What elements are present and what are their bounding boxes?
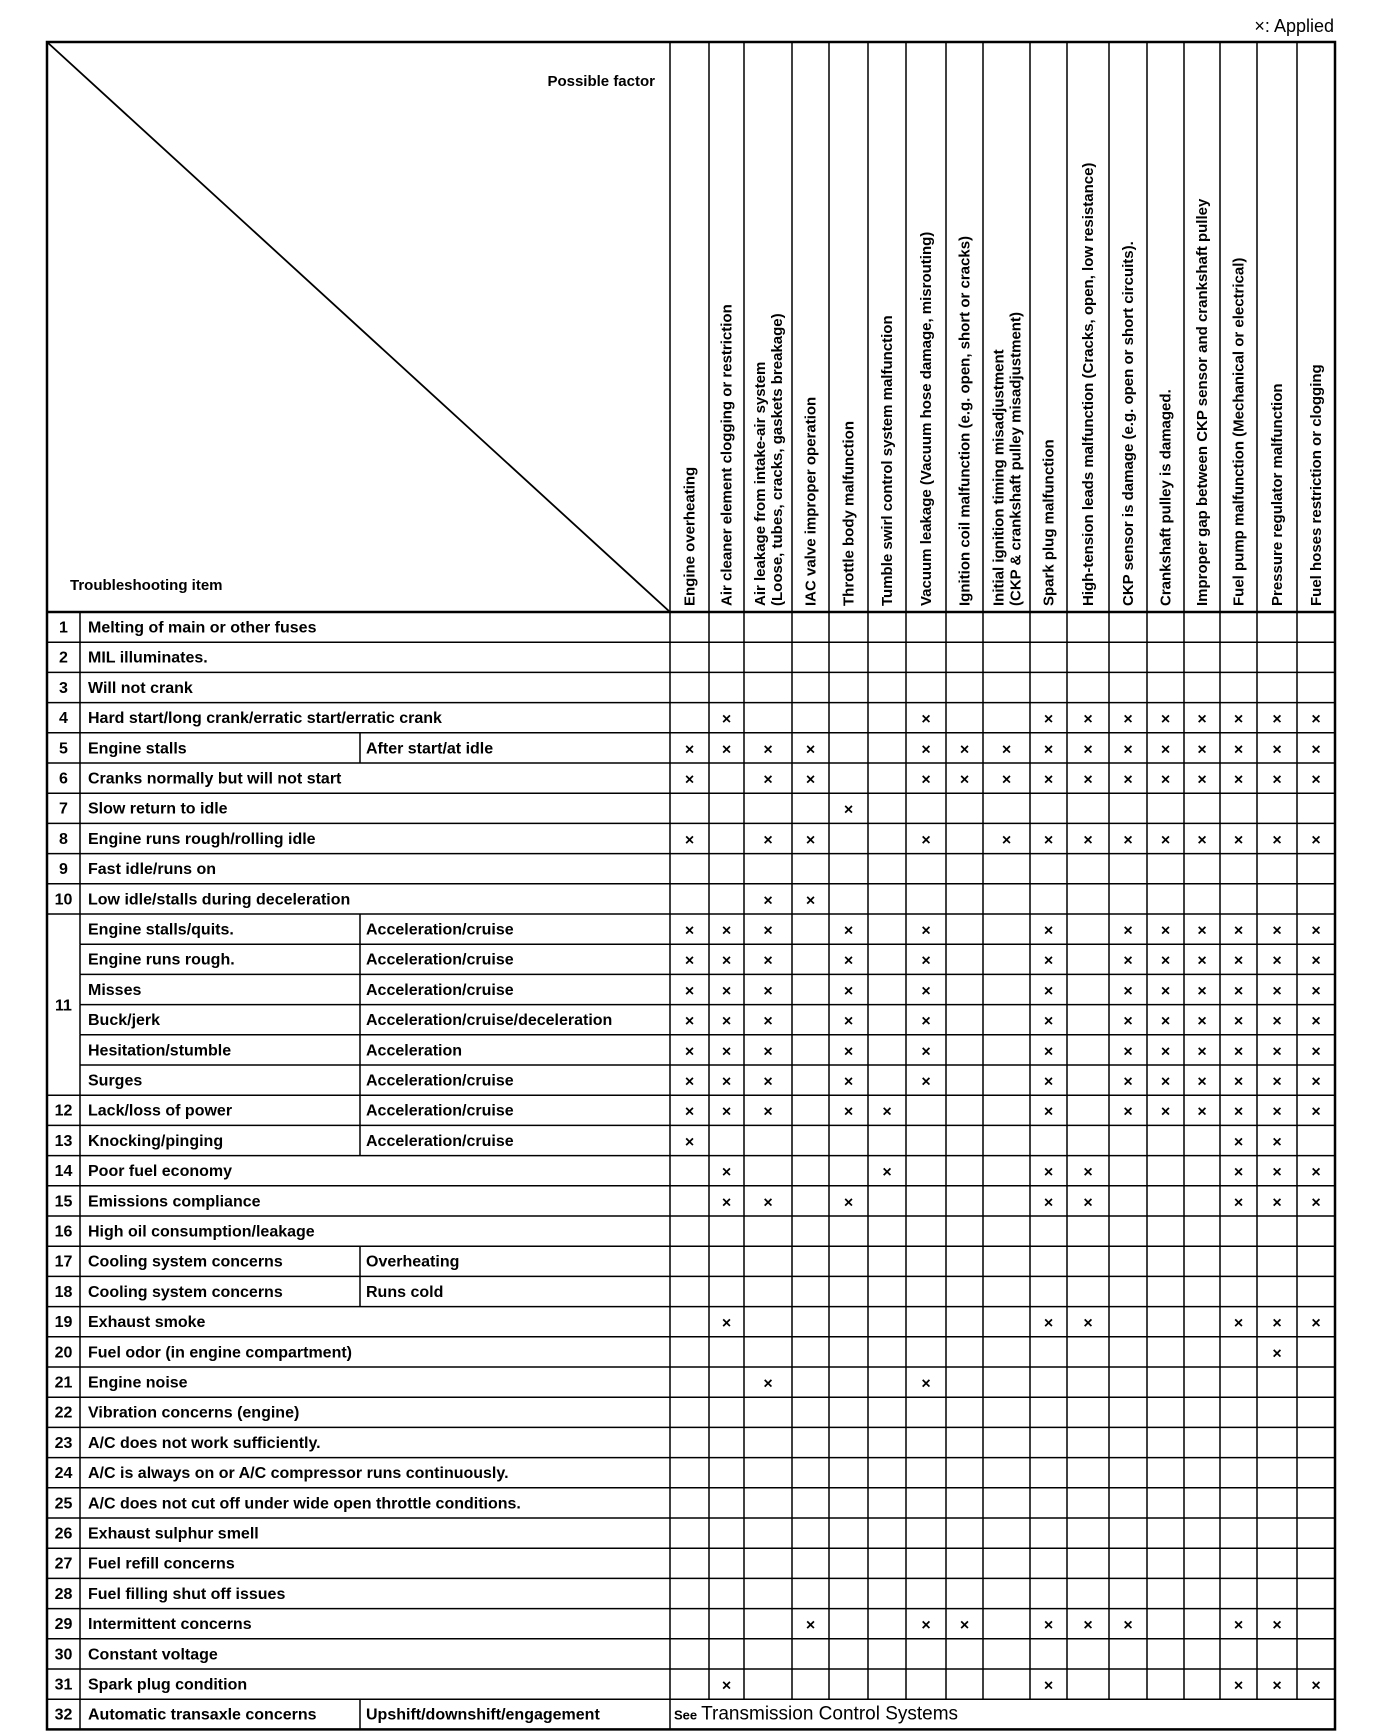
factor-header <box>1158 389 1175 606</box>
applied-mark: × <box>921 1375 931 1393</box>
applied-mark: × <box>1233 831 1244 849</box>
condition-label: Acceleration <box>366 1042 463 1060</box>
row-number: 19 <box>54 1314 73 1332</box>
applied-mark: × <box>1043 1194 1054 1212</box>
applied-mark: × <box>684 952 695 970</box>
factor-header <box>1308 364 1325 606</box>
troubleshooting-item: Emissions compliance <box>88 1193 261 1211</box>
applied-mark: × <box>1043 1617 1054 1635</box>
applied-mark: × <box>805 1617 816 1635</box>
troubleshooting-item: A/C does not work sufficiently. <box>88 1434 321 1452</box>
applied-mark: × <box>684 1073 695 1091</box>
row-number: 3 <box>59 679 68 697</box>
applied-mark: × <box>1233 711 1244 729</box>
applied-mark: × <box>882 1103 892 1121</box>
applied-mark: × <box>1197 741 1207 759</box>
troubleshooting-item: Fuel filling shut off issues <box>88 1585 286 1603</box>
applied-mark: × <box>763 952 773 970</box>
applied-mark: × <box>1123 1013 1133 1031</box>
applied-mark: × <box>1197 982 1207 1000</box>
applied-mark: × <box>843 1194 854 1212</box>
applied-mark: × <box>1043 1013 1054 1031</box>
applied-mark: × <box>721 1013 732 1031</box>
factor-header-label: Air cleaner element clogging or restriction <box>718 304 736 606</box>
applied-mark: × <box>1311 1073 1321 1091</box>
factor-header-label: Engine overheating <box>681 466 699 606</box>
applied-mark: × <box>1197 831 1207 849</box>
applied-mark: × <box>843 801 854 819</box>
applied-mark: × <box>1123 831 1133 849</box>
row-number: 10 <box>54 891 73 909</box>
troubleshooting-item: Fuel refill concerns <box>88 1555 235 1573</box>
applied-mark: × <box>1123 1043 1133 1061</box>
applied-mark: × <box>1272 1617 1282 1635</box>
condition-label: Acceleration/cruise <box>366 1072 514 1090</box>
applied-mark: × <box>684 922 695 940</box>
factor-header <box>1080 163 1097 606</box>
applied-mark: × <box>1043 1103 1054 1121</box>
factor-header-label: Crankshaft pulley is damaged. <box>1157 389 1175 606</box>
applied-mark: × <box>1123 982 1133 1000</box>
applied-mark: × <box>684 1043 695 1061</box>
row-number: 16 <box>54 1223 73 1241</box>
applied-mark: × <box>1043 831 1054 849</box>
row-number: 8 <box>59 830 68 848</box>
troubleshooting-item: Engine runs rough. <box>88 951 235 969</box>
applied-mark: × <box>721 1043 732 1061</box>
applied-mark: × <box>1123 1617 1133 1635</box>
applied-mark: × <box>921 1617 931 1635</box>
applied-mark: × <box>805 771 816 789</box>
applied-mark: × <box>1272 1194 1282 1212</box>
applied-mark: × <box>1043 1677 1054 1695</box>
applied-mark: × <box>763 892 773 910</box>
factor-header <box>1041 439 1058 606</box>
troubleshooting-item: Engine stalls <box>88 740 187 758</box>
applied-mark: × <box>1311 982 1321 1000</box>
row-number: 24 <box>54 1465 73 1483</box>
condition-label: Acceleration/cruise <box>366 951 514 969</box>
row-number: 6 <box>59 770 68 788</box>
applied-mark: × <box>1083 771 1093 789</box>
factor-header <box>957 236 974 606</box>
applied-mark: × <box>1233 1133 1244 1151</box>
factor-header-label: Throttle body malfunction <box>840 421 858 606</box>
row-number: 20 <box>54 1344 73 1362</box>
applied-mark: × <box>1233 1677 1244 1695</box>
applied-mark: × <box>1272 1315 1282 1333</box>
factor-header-label: CKP sensor is damage (e.g. open or short circuits). <box>1120 241 1137 606</box>
applied-mark: × <box>1272 1133 1282 1151</box>
applied-mark: × <box>1160 1103 1171 1121</box>
applied-mark: × <box>1233 1073 1244 1091</box>
troubleshooting-item: Cooling system concerns <box>88 1253 283 1271</box>
row-number: 1 <box>59 619 68 637</box>
applied-mark: × <box>1311 1164 1321 1182</box>
applied-mark: × <box>1083 1315 1093 1333</box>
row-number: 23 <box>54 1434 73 1452</box>
applied-mark: × <box>843 1043 854 1061</box>
applied-mark: × <box>1160 831 1171 849</box>
troubleshooting-item: Misses <box>88 981 142 999</box>
troubleshooting-item: Will not crank <box>88 679 193 697</box>
applied-mark: × <box>959 1617 970 1635</box>
troubleshooting-item: A/C does not cut off under wide open throttle conditions. <box>88 1495 521 1513</box>
applied-mark: × <box>1272 1164 1282 1182</box>
applied-mark: × <box>1160 1073 1171 1091</box>
applied-mark: × <box>763 771 773 789</box>
troubleshooting-item: Constant voltage <box>88 1646 218 1664</box>
applied-mark: × <box>1233 1043 1244 1061</box>
applied-mark: × <box>684 1013 695 1031</box>
applied-mark: × <box>1233 922 1244 940</box>
applied-mark: × <box>1043 952 1054 970</box>
troubleshooting-item: Engine noise <box>88 1374 188 1392</box>
applied-mark: × <box>1311 1013 1321 1031</box>
factor-header-label: Spark plug malfunction <box>1040 439 1058 606</box>
row-number: 7 <box>59 800 68 818</box>
applied-mark: × <box>921 952 931 970</box>
troubleshooting-item: Surges <box>88 1072 143 1090</box>
applied-mark: × <box>921 771 931 789</box>
applied-mark: × <box>1001 741 1012 759</box>
condition-label: Overheating <box>366 1253 460 1271</box>
troubleshooting-item: High oil consumption/leakage <box>88 1223 315 1241</box>
see-reference: See Transmission Control Systems <box>674 1703 959 1725</box>
applied-mark: × <box>1160 771 1171 789</box>
corner-diagonal <box>47 42 670 612</box>
applied-mark: × <box>763 1073 773 1091</box>
applied-mark: × <box>1160 1043 1171 1061</box>
applied-mark: × <box>1311 1315 1321 1333</box>
applied-mark: × <box>1043 1073 1054 1091</box>
applied-mark: × <box>1272 982 1282 1000</box>
applied-mark: × <box>1233 771 1244 789</box>
applied-mark: × <box>1043 1315 1054 1333</box>
applied-mark: × <box>1043 1164 1054 1182</box>
applied-mark: × <box>684 982 695 1000</box>
applied-mark: × <box>959 741 970 759</box>
applied-mark: × <box>1272 831 1282 849</box>
row-number: 22 <box>54 1404 73 1422</box>
applied-mark: × <box>1123 1103 1133 1121</box>
applied-mark: × <box>721 1073 732 1091</box>
troubleshooting-item: Hard start/long crank/erratic start/erratic crank <box>88 710 442 728</box>
applied-mark: × <box>721 982 732 1000</box>
applied-mark: × <box>1043 741 1054 759</box>
factor-header <box>879 315 896 606</box>
row-number: 29 <box>54 1616 73 1634</box>
applied-mark: × <box>1083 1164 1093 1182</box>
applied-mark: × <box>721 711 732 729</box>
factor-header-label: Tumble swirl control system malfunction <box>879 315 896 606</box>
applied-mark: × <box>1233 741 1244 759</box>
troubleshooting-item: Knocking/pinging <box>88 1132 224 1150</box>
factor-header-label: High-tension leads malfunction (Cracks, open, low resistance) <box>1080 162 1097 606</box>
troubleshooting-item: A/C is always on or A/C compressor runs continuously. <box>88 1465 509 1483</box>
condition-label: Acceleration/cruise <box>366 981 514 999</box>
applied-mark: × <box>921 711 931 729</box>
troubleshooting-item: Exhaust sulphur smell <box>88 1525 259 1543</box>
applied-mark: × <box>1272 771 1282 789</box>
troubleshooting-item: Fuel odor (in engine compartment) <box>88 1344 353 1362</box>
applied-mark: × <box>1160 1013 1171 1031</box>
applied-mark: × <box>721 1677 732 1695</box>
applied-mark: × <box>1311 771 1321 789</box>
row-number: 2 <box>59 649 68 667</box>
factor-header <box>1194 198 1211 606</box>
applied-mark: × <box>721 952 732 970</box>
row-number: 21 <box>54 1374 73 1392</box>
applied-mark: × <box>1001 831 1012 849</box>
troubleshooting-item: Vibration concerns (engine) <box>88 1404 300 1422</box>
applied-mark: × <box>721 922 732 940</box>
applied-mark: × <box>1311 741 1321 759</box>
condition-label: Runs cold <box>366 1283 444 1301</box>
applied-mark: × <box>921 1013 931 1031</box>
applied-mark: × <box>1233 1194 1244 1212</box>
applied-mark: × <box>1083 1194 1093 1212</box>
corner-top-label: Possible factor <box>547 73 655 90</box>
applied-mark: × <box>763 1194 773 1212</box>
applied-mark: × <box>721 1194 732 1212</box>
applied-mark: × <box>721 1315 732 1333</box>
applied-mark: × <box>1272 1345 1282 1363</box>
applied-mark: × <box>1043 1043 1054 1061</box>
applied-mark: × <box>721 1103 732 1121</box>
applied-mark: × <box>1311 952 1321 970</box>
applied-mark: × <box>959 771 970 789</box>
applied-mark: × <box>684 741 695 759</box>
applied-mark: × <box>1311 1194 1321 1212</box>
applied-mark: × <box>921 741 931 759</box>
applied-mark: × <box>763 831 773 849</box>
applied-mark: × <box>684 1103 695 1121</box>
applied-mark: × <box>1083 1617 1093 1635</box>
applied-mark: × <box>1272 1013 1282 1031</box>
applied-mark: × <box>1043 982 1054 1000</box>
row-number: 17 <box>54 1253 73 1271</box>
applied-mark: × <box>1001 771 1012 789</box>
troubleshooting-item: Exhaust smoke <box>88 1314 206 1332</box>
applied-mark: × <box>843 1073 854 1091</box>
applied-mark: × <box>1083 711 1093 729</box>
troubleshooting-item: Spark plug condition <box>88 1676 248 1694</box>
troubleshooting-item: Cooling system concerns <box>88 1283 283 1301</box>
applied-mark: × <box>1123 771 1133 789</box>
legend-applied: ×: Applied <box>1254 16 1334 36</box>
troubleshooting-item: Melting of main or other fuses <box>88 619 317 637</box>
applied-mark: × <box>1197 771 1207 789</box>
factor-header <box>1269 383 1286 606</box>
applied-mark: × <box>1197 922 1207 940</box>
applied-mark: × <box>721 1164 732 1182</box>
troubleshooting-item: Low idle/stalls during deceleration <box>88 891 351 909</box>
applied-mark: × <box>1197 1043 1207 1061</box>
applied-mark: × <box>1233 1103 1244 1121</box>
row-number: 9 <box>59 861 68 879</box>
factor-header <box>682 467 699 606</box>
row-number: 18 <box>54 1283 73 1301</box>
condition-label: Acceleration/cruise <box>366 1132 514 1150</box>
applied-mark: × <box>763 982 773 1000</box>
applied-mark: × <box>1160 982 1171 1000</box>
applied-mark: × <box>1233 1617 1244 1635</box>
factor-header-label: IAC valve improper operation <box>802 396 820 606</box>
applied-mark: × <box>921 831 931 849</box>
applied-mark: × <box>1311 831 1321 849</box>
applied-mark: × <box>1123 952 1133 970</box>
applied-mark: × <box>921 1043 931 1061</box>
applied-mark: × <box>1160 922 1171 940</box>
applied-mark: × <box>1311 1043 1321 1061</box>
applied-mark: × <box>1272 952 1282 970</box>
applied-mark: × <box>1083 831 1093 849</box>
factor-header <box>918 232 935 606</box>
row-number: 14 <box>54 1163 73 1181</box>
row-number: 32 <box>54 1706 73 1724</box>
applied-mark: × <box>1272 922 1282 940</box>
applied-mark: × <box>763 1103 773 1121</box>
applied-mark: × <box>1233 1013 1244 1031</box>
applied-mark: × <box>1272 1073 1282 1091</box>
troubleshooting-item: Intermittent concerns <box>88 1616 252 1634</box>
applied-mark: × <box>1160 741 1171 759</box>
factor-header-label: Vacuum leakage (Vacuum hose damage, misrouting) <box>918 231 935 606</box>
troubleshooting-item: Slow return to idle <box>88 800 228 818</box>
condition-label: Acceleration/cruise/deceleration <box>366 1012 613 1030</box>
applied-mark: × <box>1043 771 1054 789</box>
troubleshooting-item: Cranks normally but will not start <box>88 770 342 788</box>
applied-mark: × <box>843 982 854 1000</box>
row-number: 27 <box>54 1555 73 1573</box>
applied-mark: × <box>843 922 854 940</box>
applied-mark: × <box>721 741 732 759</box>
applied-mark: × <box>1272 1043 1282 1061</box>
applied-mark: × <box>1272 1103 1282 1121</box>
applied-mark: × <box>1233 1315 1244 1333</box>
factor-header-label: Initial ignition timing misadjustment(CKP & crankshaft pulley misadjustment) <box>990 312 1025 606</box>
troubleshooting-item: Hesitation/stumble <box>88 1042 232 1060</box>
factor-header-label: Fuel hoses restriction or clogging <box>1308 364 1325 606</box>
applied-mark: × <box>1197 1103 1207 1121</box>
applied-mark: × <box>1197 1013 1207 1031</box>
applied-mark: × <box>921 1073 931 1091</box>
applied-mark: × <box>1311 711 1321 729</box>
row-number: 4 <box>59 710 68 728</box>
row-number: 28 <box>54 1585 73 1603</box>
applied-mark: × <box>1123 711 1133 729</box>
applied-mark: × <box>805 741 816 759</box>
row-number: 5 <box>59 740 68 758</box>
row-number: 15 <box>54 1193 73 1211</box>
troubleshooting-item: Lack/loss of power <box>88 1102 233 1120</box>
applied-mark: × <box>763 1375 773 1393</box>
troubleshooting-item: MIL illuminates. <box>88 649 208 667</box>
factor-header <box>803 397 820 606</box>
factor-header <box>991 312 1025 606</box>
applied-mark: × <box>921 982 931 1000</box>
applied-mark: × <box>921 922 931 940</box>
row-number: 26 <box>54 1525 73 1543</box>
applied-mark: × <box>1160 952 1171 970</box>
applied-mark: × <box>1083 741 1093 759</box>
troubleshooting-item: Fast idle/runs on <box>88 861 217 879</box>
applied-mark: × <box>1233 982 1244 1000</box>
factor-header <box>752 313 786 606</box>
applied-mark: × <box>684 831 695 849</box>
applied-mark: × <box>1123 1073 1133 1091</box>
factor-header <box>1120 241 1137 606</box>
applied-mark: × <box>763 741 773 759</box>
troubleshooting-item: Automatic transaxle concerns <box>88 1706 317 1724</box>
row-number: 25 <box>54 1495 73 1513</box>
applied-mark: × <box>1123 741 1133 759</box>
applied-mark: × <box>805 831 816 849</box>
applied-mark: × <box>1197 711 1207 729</box>
applied-mark: × <box>843 1013 854 1031</box>
factor-header-label: Fuel pump malfunction (Mechanical or electrical) <box>1230 257 1248 606</box>
applied-mark: × <box>1043 922 1054 940</box>
applied-mark: × <box>1123 922 1133 940</box>
troubleshooting-item: Poor fuel economy <box>88 1163 233 1181</box>
applied-mark: × <box>1311 922 1321 940</box>
applied-mark: × <box>763 1013 773 1031</box>
troubleshooting-item: Engine runs rough/rolling idle <box>88 830 316 848</box>
corner-bottom-label: Troubleshooting item <box>70 577 223 594</box>
row-number: 11 <box>55 997 72 1015</box>
applied-mark: × <box>843 952 854 970</box>
row-number: 31 <box>54 1676 73 1694</box>
applied-mark: × <box>1043 711 1054 729</box>
condition-label: Upshift/downshift/engagement <box>366 1706 600 1724</box>
applied-mark: × <box>882 1164 892 1182</box>
applied-mark: × <box>805 892 816 910</box>
applied-mark: × <box>1272 711 1282 729</box>
applied-mark: × <box>1272 741 1282 759</box>
condition-label: Acceleration/cruise <box>366 1102 514 1120</box>
factor-header-label: Ignition coil malfunction (e.g. open, short or cracks) <box>956 235 974 606</box>
applied-mark: × <box>684 771 695 789</box>
factor-header-label: Pressure regulator malfunction <box>1269 383 1286 606</box>
applied-mark: × <box>1233 952 1244 970</box>
condition-label: After start/at idle <box>366 740 494 758</box>
factor-header <box>1231 258 1248 606</box>
applied-mark: × <box>1233 1164 1244 1182</box>
row-number: 30 <box>54 1646 73 1664</box>
applied-mark: × <box>763 922 773 940</box>
condition-label: Acceleration/cruise <box>366 921 514 939</box>
applied-mark: × <box>763 1043 773 1061</box>
troubleshooting-item: Engine stalls/quits. <box>88 921 234 939</box>
applied-mark: × <box>843 1103 854 1121</box>
applied-mark: × <box>1197 952 1207 970</box>
row-number: 13 <box>54 1132 73 1150</box>
applied-mark: × <box>684 1133 695 1151</box>
row-number: 12 <box>54 1102 73 1120</box>
applied-mark: × <box>1311 1677 1321 1695</box>
applied-mark: × <box>1311 1103 1321 1121</box>
applied-mark: × <box>1160 711 1171 729</box>
applied-mark: × <box>1272 1677 1282 1695</box>
factor-header <box>719 304 736 606</box>
factor-header-label: Improper gap between CKP sensor and crankshaft pulley <box>1194 198 1211 606</box>
factor-header-label: Air leakage from intake-air system(Loose, tubes, cracks, gaskets breakage) <box>752 313 786 606</box>
factor-header <box>841 421 858 606</box>
applied-mark: × <box>1197 1073 1207 1091</box>
troubleshooting-item: Buck/jerk <box>88 1012 161 1030</box>
